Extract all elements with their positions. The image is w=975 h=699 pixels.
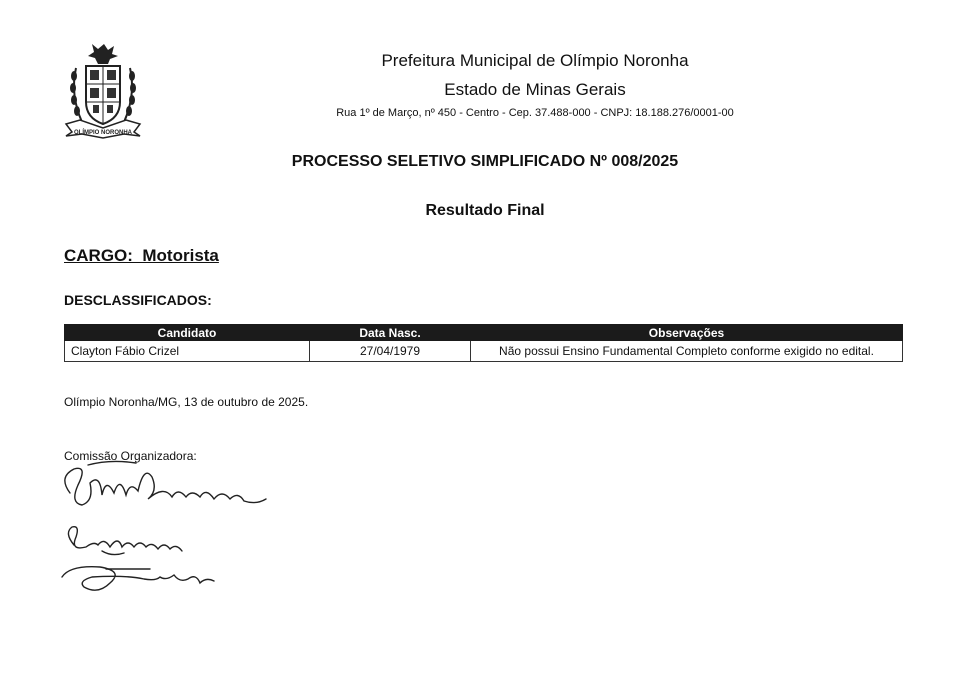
crest-ribbon-text: OLÍMPIO NORONHA [74, 130, 132, 136]
header-candidate: Candidato [65, 325, 310, 341]
disqualified-table [64, 324, 903, 362]
birth-date-cell: 27/04/1979 [310, 341, 471, 362]
header-observations: Observações [471, 325, 903, 341]
observation-cell: Não possui Ensino Fundamental Completo conforme exigido no edital. [471, 341, 903, 362]
municipality-name: Prefeitura Municipal de Olímpio Noronha [381, 51, 689, 70]
cargo-heading: CARGO: Motorista [64, 246, 219, 265]
coat-of-arms-icon [62, 40, 144, 140]
result-title: Resultado Final [425, 202, 545, 219]
disqualified-heading: DESCLASSIFICADOS: [64, 292, 212, 308]
place-date-line: Olímpio Noronha/MG, 13 de outubro de 2025. [64, 395, 309, 409]
header-birth-date: Data Nasc. [310, 325, 471, 341]
process-title: PROCESSO SELETIVO SIMPLIFICADO Nº 008/2025 [291, 153, 679, 170]
commission-label: Comissão Organizadora: [64, 449, 197, 463]
candidate-name-cell: Clayton Fábio Crizel [65, 341, 310, 362]
table-row [65, 341, 903, 362]
address-line: Rua 1º de Março, nº 450 - Centro - Cep. 37.488-000 - CNPJ: 18.188.276/0001-00 [336, 107, 734, 119]
state-name: Estado de Minas Gerais [444, 80, 626, 99]
handwritten-signatures-icon [40, 455, 280, 605]
table-header-row [65, 325, 903, 341]
